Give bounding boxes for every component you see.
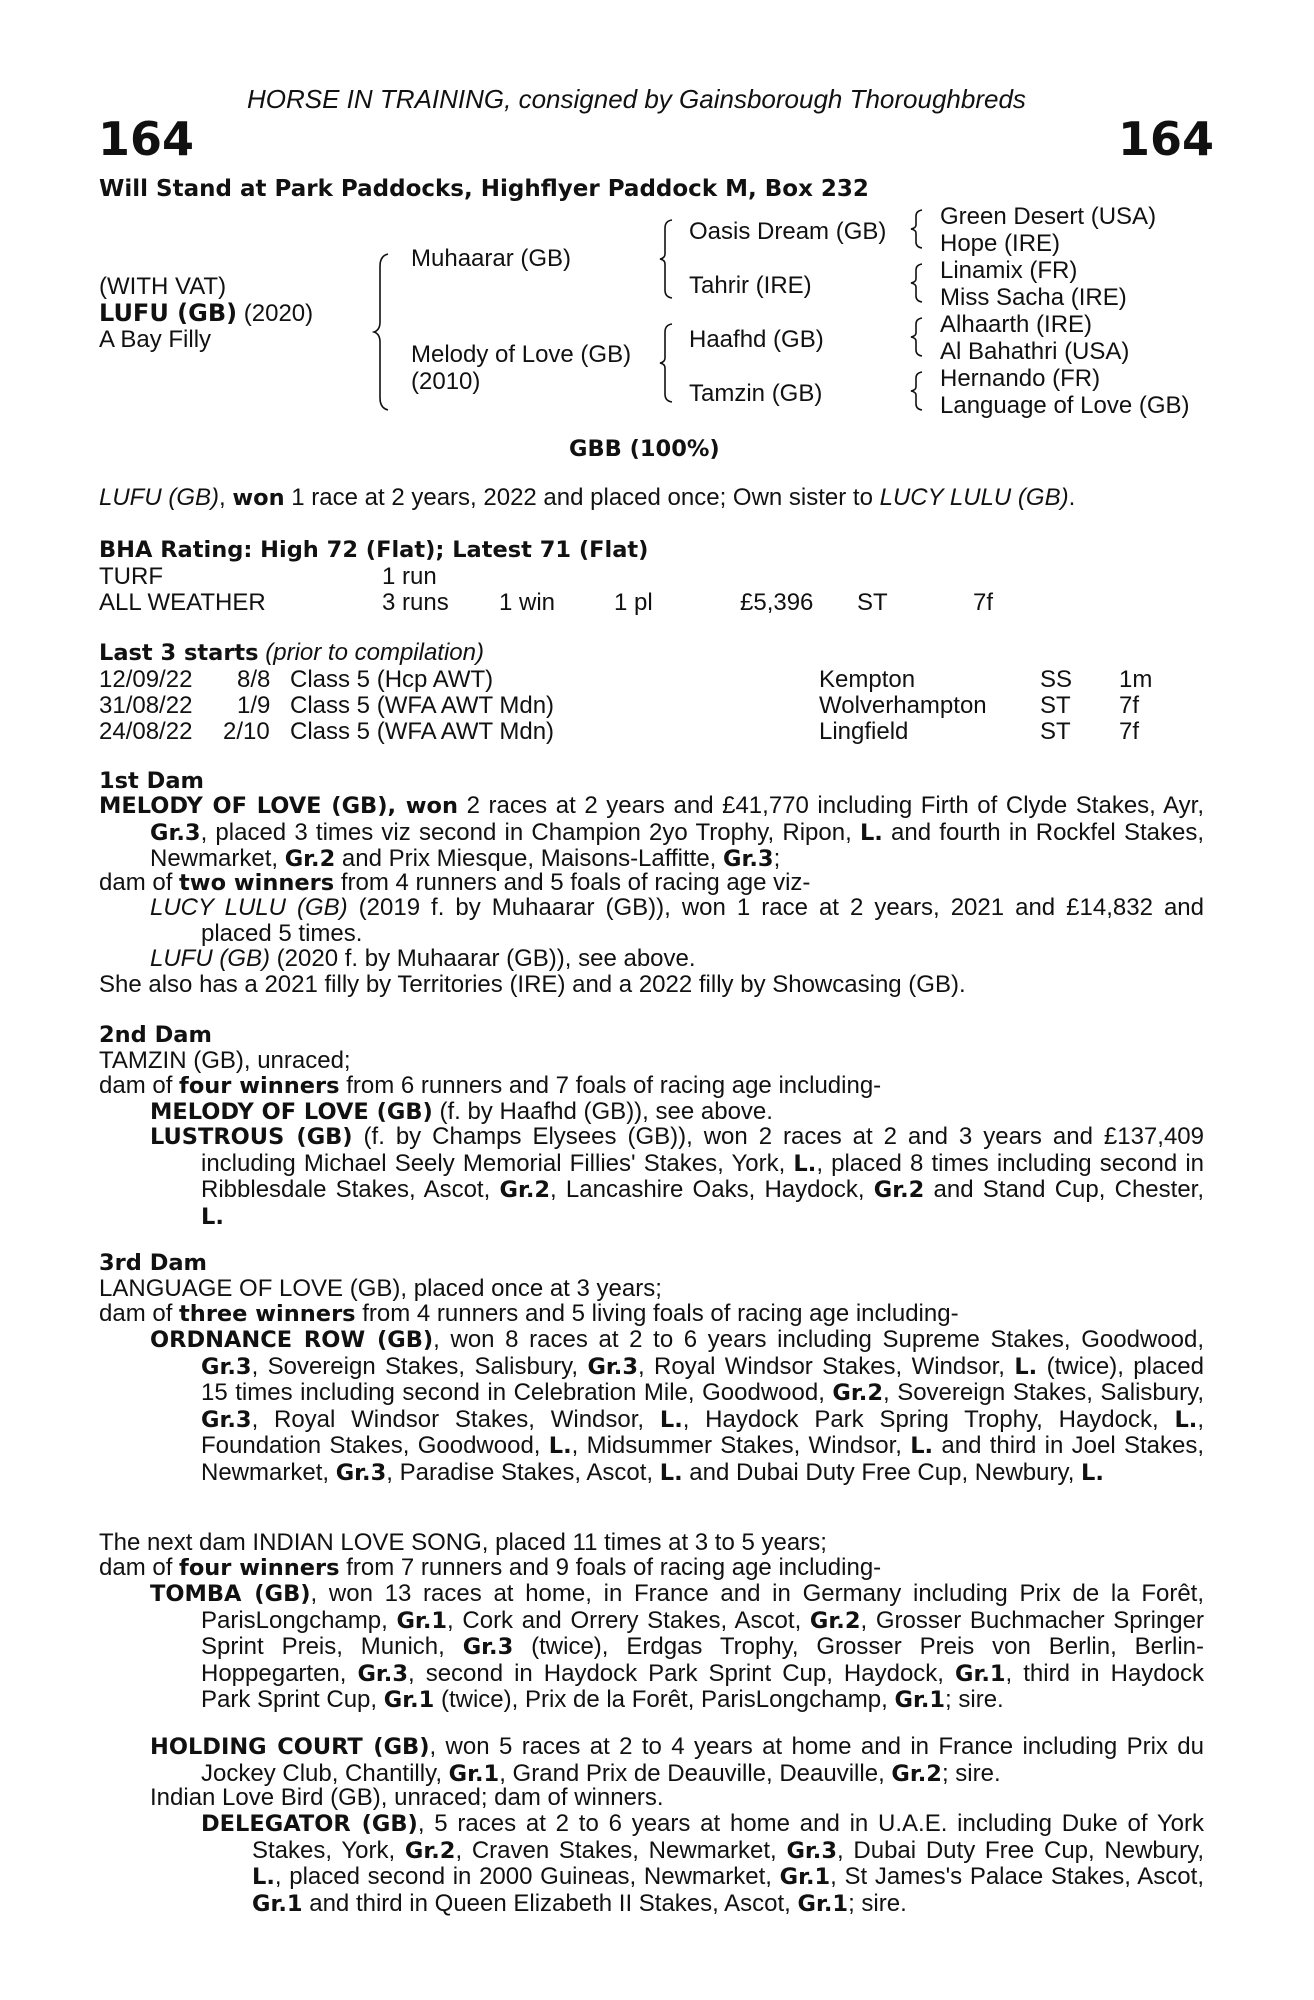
- damof-text: dam of: [99, 1072, 180, 1099]
- dam1-progeny-2: [150, 946, 696, 972]
- dam2-progeny-1: [150, 1099, 773, 1126]
- grade-label: Gr.2: [891, 1760, 942, 1787]
- record-surface: ALL WEATHER: [99, 589, 266, 616]
- grade-label: Gr.3: [357, 1660, 409, 1687]
- grade-label: Gr.1: [252, 1890, 303, 1917]
- pedigree-sire-sire: Oasis Dream (GB): [689, 218, 887, 245]
- summary-horse-name: LUFU (GB): [99, 484, 219, 511]
- dam2-line1: TAMZIN (GB), unraced;: [99, 1047, 351, 1074]
- progeny-text: (f. by Champs Elysees (GB)), won 2 races at 2 and 3 years and £137,409 including Michael Seely Memorial Fillies' Stakes, York,: [201, 1123, 1204, 1177]
- damof-winners: three winners: [179, 1301, 356, 1327]
- progeny-text: , Royal Windsor Stakes, Windsor,: [251, 1405, 660, 1433]
- progeny-text: , 5 races at 2 to 6 years at home and in U.A.E. including Duke of York Stakes, York,: [252, 1810, 1204, 1864]
- start-going: ST: [1040, 718, 1071, 745]
- pedigree-sire: Muhaarar (GB): [411, 245, 572, 272]
- stabling-info: Will Stand at Park Paddocks, Highflyer Paddock M, Box 232: [99, 176, 869, 202]
- start-date: 24/08/22: [99, 718, 193, 745]
- grade-label: Gr.2: [284, 846, 336, 873]
- dam1-text: ;: [773, 845, 781, 873]
- grade-label: Gr.2: [809, 1607, 861, 1634]
- record-places: 1 pl: [614, 589, 653, 616]
- progeny-text: , second in Haydock Park Sprint Cup, Haydock,: [408, 1659, 955, 1687]
- dam1-also: She also has a 2021 filly by Territories (IRE) and a 2022 filly by Showcasing (GB).: [99, 971, 966, 998]
- progeny-text: (twice), Prix de la Forêt, ParisLongchamp,: [434, 1686, 895, 1714]
- last-starts-heading: [99, 640, 484, 667]
- grade-label: L.: [1081, 1459, 1104, 1486]
- grade-label: Gr.3: [201, 1406, 252, 1433]
- progeny-text: , Lancashire Oaks, Haydock,: [550, 1176, 874, 1204]
- pedigree-ddd: Language of Love (GB): [940, 392, 1190, 419]
- progeny-text: , won 13 races at home, in France and in Germany including Prix de la Forêt, ParisLongchamp,: [201, 1580, 1204, 1634]
- breeding-percentage: GBB (100%): [569, 436, 720, 462]
- race-summary: LUFU (GB), won 1 race at 2 years, 2022 and placed once; Own sister to LUCY LULU (GB).: [99, 484, 1076, 511]
- record-going: ST: [857, 589, 888, 616]
- dam1-record: [99, 793, 1204, 873]
- progeny-text: , St James's Palace Stakes, Ascot,: [830, 1863, 1204, 1891]
- progeny-name: TOMBA (GB): [150, 1581, 311, 1607]
- progeny-text: ; sire.: [941, 1759, 1001, 1787]
- pedigree-brace-dam: [658, 322, 676, 404]
- progeny-name: LUSTROUS (GB): [150, 1124, 353, 1150]
- pedigree-brace-dd: [909, 370, 925, 412]
- dam2-progeny-2: [150, 1124, 1204, 1230]
- damof-winners: two winners: [179, 870, 335, 896]
- dam4-progeny-holding-court: [150, 1734, 1204, 1787]
- damof-text: dam of: [99, 869, 180, 896]
- grade-label: L.: [548, 1433, 572, 1460]
- summary-text: 1 race at 2 years, 2022 and placed once; Own sister to: [284, 484, 880, 511]
- dam1-name: MELODY OF LOVE (GB), won: [99, 793, 459, 819]
- grade-label: L.: [252, 1864, 275, 1891]
- dam2-heading: 2nd Dam: [99, 1022, 212, 1048]
- start-going: ST: [1040, 692, 1071, 719]
- grade-label: Gr.3: [201, 1353, 252, 1380]
- dam1-text: 2 races at 2 years and £41,770 including Firth of Clyde Stakes, Ayr,: [458, 792, 1204, 819]
- progeny-text: , Grosser Buchmacher Springer Sprint Preis, Munich,: [201, 1606, 1204, 1661]
- dam1-heading: 1st Dam: [99, 768, 204, 794]
- dam4-line1: The next dam INDIAN LOVE SONG, placed 11 times at 3 to 5 years;: [99, 1529, 827, 1556]
- grade-label: Gr.1: [396, 1607, 448, 1634]
- horse-title: [99, 300, 313, 327]
- pedigree-brace-sd: [909, 262, 925, 304]
- horse-description: A Bay Filly: [99, 326, 212, 353]
- grade-label: L.: [1014, 1353, 1038, 1380]
- start-distance: 1m: [1119, 666, 1153, 693]
- dam3-progeny-1: [150, 1327, 1204, 1487]
- damof-text: from 7 runners and 9 foals of racing age including-: [339, 1554, 882, 1581]
- dam4-damof: [99, 1555, 881, 1582]
- dam1-text: and fourth in Rockfel Stakes, Newmarket,: [150, 818, 1204, 873]
- record-runs: 3 runs: [382, 589, 449, 616]
- pedigree-dam-year: (2010): [411, 368, 481, 395]
- bha-rating: BHA Rating: High 72 (Flat); Latest 71 (Flat): [99, 537, 649, 563]
- pedigree-brace-sire: [658, 218, 676, 300]
- grade-label: L.: [1174, 1406, 1198, 1433]
- summary-sister: LUCY LULU (GB): [879, 484, 1069, 511]
- pedigree-dam-dam: Tamzin (GB): [689, 380, 823, 407]
- record-runs: 1 run: [382, 563, 437, 590]
- dam1-damof: [99, 870, 810, 897]
- progeny-text: and Stand Cup, Chester,: [924, 1176, 1205, 1204]
- grade-label: Gr.1: [779, 1864, 831, 1891]
- pedigree-sds: Linamix (FR): [940, 257, 1078, 284]
- grade-label: L.: [659, 1406, 683, 1433]
- start-race: Class 5 (WFA AWT Mdn): [290, 692, 555, 719]
- grade-label: Gr.3: [462, 1634, 514, 1661]
- start-position: 8/8: [237, 666, 271, 693]
- pedigree-dsd: Al Bahathri (USA): [940, 338, 1130, 365]
- progeny-text: ; sire.: [945, 1686, 1004, 1714]
- start-course: Lingfield: [819, 718, 909, 745]
- start-distance: 7f: [1119, 692, 1140, 719]
- grade-label: Gr.3: [786, 1837, 838, 1864]
- start-distance: 7f: [1119, 718, 1140, 745]
- pedigree-brace-ss: [909, 208, 925, 250]
- progeny-text: (2020 f. by Muhaarar (GB)), see above.: [270, 945, 696, 972]
- pedigree-brace-ds: [909, 316, 925, 358]
- progeny-text: (twice), placed 15 times including second in Celebration Mile, Goodwood,: [201, 1352, 1205, 1407]
- pedigree-sss: Green Desert (USA): [940, 203, 1157, 230]
- damof-winners: four winners: [179, 1555, 340, 1581]
- damof-text: from 4 runners and 5 foals of racing age viz-: [334, 869, 811, 896]
- progeny-text: (f. by Haafhd (GB)), see above.: [432, 1098, 773, 1125]
- page-header-title: HORSE IN TRAINING, consigned by Gainsborough Thoroughbreds: [247, 84, 1026, 114]
- grade-label: Gr.2: [832, 1380, 883, 1407]
- start-race: Class 5 (Hcp AWT): [290, 666, 494, 693]
- progeny-text: , Craven Stakes, Newmarket,: [455, 1836, 787, 1864]
- dam4-progeny-delegator: [201, 1811, 1204, 1917]
- damof-text: dam of: [99, 1554, 180, 1581]
- progeny-text: , third in Haydock Park Sprint Cup,: [201, 1659, 1204, 1714]
- lot-number-left: 164: [98, 112, 195, 166]
- damof-text: from 4 runners and 5 living foals of racing age including-: [355, 1300, 959, 1327]
- progeny-text: , placed second in 2000 Guineas, Newmarket,: [274, 1863, 780, 1891]
- grade-label: Gr.2: [404, 1837, 456, 1864]
- progeny-name: DELEGATOR (GB): [201, 1811, 418, 1837]
- record-distance: 7f: [973, 589, 994, 616]
- dam3-damof: [99, 1301, 959, 1328]
- grade-label: L.: [910, 1433, 934, 1460]
- grade-label: Gr.1: [797, 1890, 849, 1917]
- dam1-text: and Prix Miesque, Maisons-Laffitte,: [335, 845, 724, 873]
- last-starts-title: Last 3 starts: [99, 640, 259, 666]
- grade-label: Gr.2: [873, 1177, 925, 1204]
- dam2-damof: [99, 1073, 881, 1100]
- progeny-text: , Paradise Stakes, Ascot,: [386, 1458, 660, 1486]
- start-position: 2/10: [223, 718, 270, 745]
- dam4-progeny-tomba: [150, 1581, 1204, 1714]
- start-date: 12/09/22: [99, 666, 193, 693]
- pedigree-dds: Hernando (FR): [940, 365, 1101, 392]
- grade-label: L.: [659, 1459, 683, 1486]
- grade-label: L.: [793, 1150, 817, 1177]
- grade-label: Gr.1: [448, 1760, 500, 1787]
- progeny-text: , Midsummer Stakes, Windsor,: [571, 1432, 911, 1460]
- start-going: SS: [1040, 666, 1073, 693]
- summary-end: .: [1068, 484, 1076, 511]
- dam3-line1: LANGUAGE OF LOVE (GB), placed once at 3 years;: [99, 1275, 662, 1302]
- record-wins: 1 win: [499, 589, 556, 616]
- horse-name: LUFU (GB): [99, 299, 238, 327]
- progeny-text: ; sire.: [848, 1889, 907, 1917]
- pedigree-brace-main: [372, 252, 392, 412]
- progeny-text: , won 5 races at 2 to 4 years at home and in France including Prix du Jockey Club, Chantilly,: [201, 1733, 1204, 1787]
- grade-label: Gr.3: [723, 846, 774, 873]
- grade-label: Gr.1: [954, 1660, 1006, 1687]
- progeny-text: , Foundation Stakes, Goodwood,: [201, 1405, 1204, 1460]
- progeny-text: , Royal Windsor Stakes, Windsor,: [638, 1352, 1015, 1380]
- progeny-text: , placed 8 times including second in Ribblesdale Stakes, Ascot,: [201, 1149, 1204, 1204]
- start-position: 1/9: [237, 692, 271, 719]
- lot-number-right: 164: [1118, 112, 1215, 166]
- start-course: Kempton: [819, 666, 916, 693]
- grade-label: Gr.2: [499, 1177, 551, 1204]
- summary-won: won: [232, 485, 285, 511]
- progeny-name: MELODY OF LOVE (GB): [150, 1099, 433, 1125]
- progeny-text: , Sovereign Stakes, Salisbury,: [251, 1352, 588, 1380]
- record-surface: TURF: [99, 563, 163, 590]
- horse-year: (2020): [237, 300, 314, 327]
- pedigree-dam: Melody of Love (GB): [411, 341, 632, 368]
- grade-label: Gr.3: [335, 1459, 387, 1486]
- start-date: 31/08/22: [99, 692, 193, 719]
- progeny-text: , Sovereign Stakes, Salisbury,: [882, 1379, 1205, 1407]
- progeny-text: and third in Queen Elizabeth II Stakes, Ascot,: [302, 1889, 798, 1917]
- vat-note: (WITH VAT): [99, 273, 227, 300]
- grade-label: Gr.3: [587, 1353, 638, 1380]
- progeny-text: and Dubai Duty Free Cup, Newbury,: [682, 1458, 1082, 1486]
- progeny-text: , Grand Prix de Deauville, Deauville,: [499, 1759, 892, 1787]
- dam1-text: , placed 3 times viz second in Champion 2yo Trophy, Ripon,: [200, 818, 860, 846]
- grade-label: L.: [859, 819, 883, 846]
- progeny-text: (twice), Erdgas Trophy, Grosser Preis von Berlin, Berlin-Hoppegarten,: [201, 1633, 1204, 1687]
- dam3-heading: 3rd Dam: [99, 1250, 207, 1276]
- grade-label: Gr.1: [383, 1687, 435, 1714]
- start-course: Wolverhampton: [819, 692, 987, 719]
- dam4-indian-love-bird: Indian Love Bird (GB), unraced; dam of winners.: [150, 1784, 664, 1811]
- progeny-text: and third in Joel Stakes, Newmarket,: [201, 1432, 1204, 1486]
- progeny-text: , Dubai Duty Free Cup, Newbury,: [837, 1836, 1204, 1864]
- progeny-text: , Cork and Orrery Stakes, Ascot,: [447, 1606, 810, 1634]
- pedigree-dss: Alhaarth (IRE): [940, 311, 1093, 338]
- damof-winners: four winners: [179, 1073, 340, 1099]
- progeny-name: HOLDING COURT (GB): [150, 1734, 430, 1760]
- grade-label: L.: [201, 1203, 224, 1230]
- damof-text: from 6 runners and 7 foals of racing age including-: [339, 1072, 882, 1099]
- progeny-name: LUCY LULU (GB): [150, 894, 348, 921]
- progeny-text: (2019 f. by Muhaarar (GB)), won 1 race at 2 years, 2021 and £14,832 and placed 5 times.: [201, 894, 1204, 947]
- record-prize: £5,396: [740, 589, 814, 616]
- pedigree-sdd: Miss Sacha (IRE): [940, 284, 1127, 311]
- grade-label: Gr.1: [894, 1687, 946, 1714]
- pedigree-sire-dam: Tahrir (IRE): [689, 272, 812, 299]
- progeny-text: , won 8 races at 2 to 6 years including Supreme Stakes, Goodwood,: [433, 1326, 1204, 1353]
- start-race: Class 5 (WFA AWT Mdn): [290, 718, 555, 745]
- damof-text: dam of: [99, 1300, 180, 1327]
- last-starts-note: (prior to compilation): [258, 639, 484, 666]
- grade-label: Gr.3: [150, 819, 201, 846]
- pedigree-ssd: Hope (IRE): [940, 230, 1061, 257]
- pedigree-dam-sire: Haafhd (GB): [689, 326, 824, 353]
- progeny-name: LUFU (GB): [150, 945, 270, 972]
- progeny-name: ORDNANCE ROW (GB): [150, 1327, 434, 1353]
- progeny-text: , Haydock Park Spring Trophy, Haydock,: [682, 1405, 1175, 1433]
- dam1-progeny-1: [150, 895, 1204, 946]
